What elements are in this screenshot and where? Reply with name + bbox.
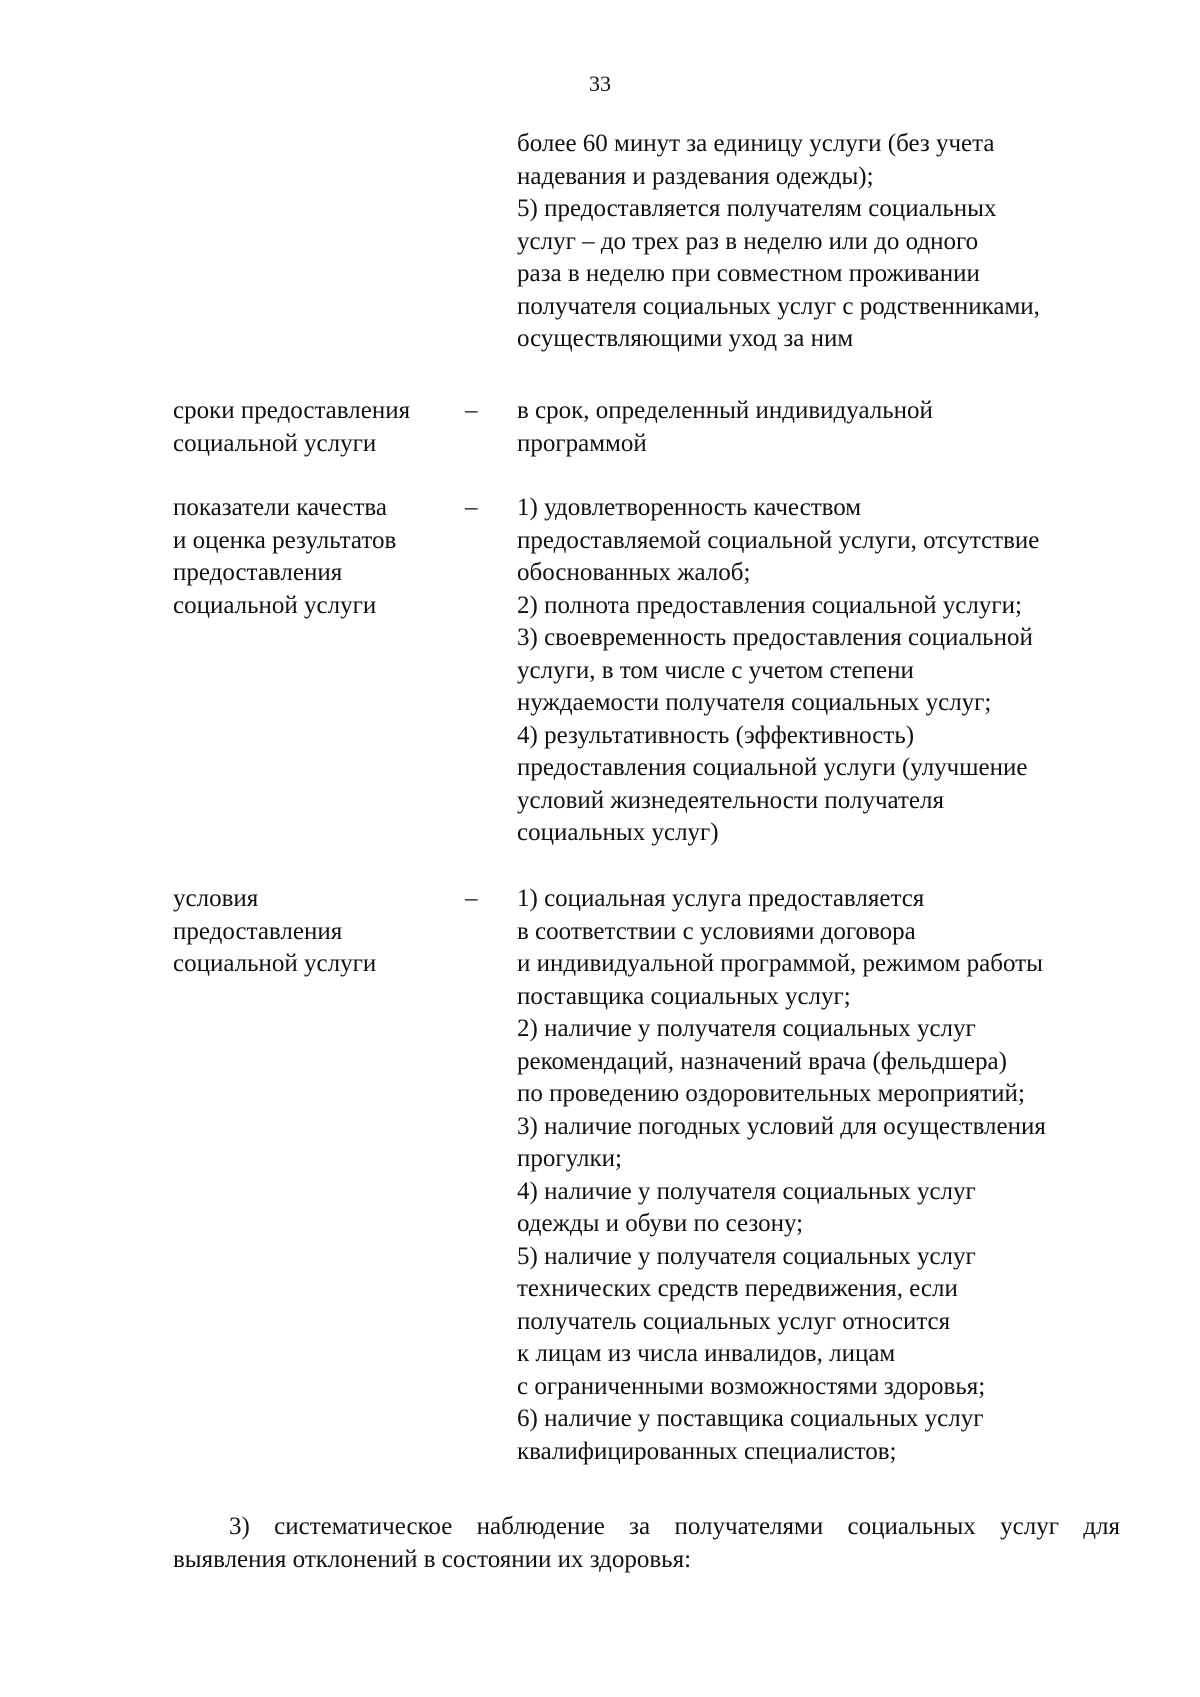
closing-paragraph bbox=[173, 1511, 1120, 1576]
desc-line: обоснованных жалоб; bbox=[517, 559, 751, 586]
desc-line: предоставляемой социальной услуги, отсутствие bbox=[517, 526, 1040, 554]
desc-line: 3) наличие погодных условий для осуществления bbox=[517, 1112, 1046, 1140]
term-deadlines bbox=[173, 395, 410, 460]
desc-line: и индивидуальной программой, режимом работы bbox=[517, 950, 1043, 977]
desc-line: в срок, определенный индивидуальной bbox=[517, 397, 933, 424]
text-line: услуг – до трех раз в неделю или до одного bbox=[517, 227, 979, 255]
term-line: социальной услуги bbox=[173, 429, 377, 457]
desc-line: нуждаемости получателя социальных услуг; bbox=[517, 689, 992, 716]
desc-line: программой bbox=[517, 429, 647, 457]
term-line: показатели качества bbox=[173, 494, 387, 521]
dash-separator: – bbox=[465, 397, 478, 424]
desc-line: в соответствии с условиями договора bbox=[517, 917, 916, 945]
term-line: условия bbox=[173, 885, 259, 912]
term-line: предоставления bbox=[173, 559, 343, 586]
dash-separator: – bbox=[465, 494, 478, 521]
desc-line: поставщика социальных услуг; bbox=[517, 982, 851, 1010]
text-line: получателя социальных услуг с родственниками, bbox=[517, 292, 1040, 320]
desc-line: к лицам из числа инвалидов, лицам bbox=[517, 1340, 896, 1367]
desc-line: квалифицированных специалистов; bbox=[517, 1437, 897, 1465]
desc-deadlines bbox=[517, 395, 933, 460]
term-line: социальной услуги bbox=[173, 591, 377, 619]
desc-line: условий жизнедеятельности получателя bbox=[517, 786, 944, 814]
desc-line: 3) своевременность предоставления социальной bbox=[517, 624, 1033, 651]
desc-line: 4) результативность (эффективность) bbox=[517, 721, 915, 749]
text-line: осуществляющими уход за ним bbox=[517, 325, 854, 352]
text-line: 5) предоставляется получателям социальных bbox=[517, 195, 997, 222]
desc-line: прогулки; bbox=[517, 1145, 622, 1172]
intro-continuation bbox=[517, 128, 1040, 356]
text-line: раза в неделю при совместном проживании bbox=[517, 260, 980, 287]
text-line: надевания и раздевания одежды); bbox=[517, 162, 874, 190]
desc-line: с ограниченными возможностями здоровья; bbox=[517, 1372, 986, 1400]
desc-line: технических средств передвижения, если bbox=[517, 1275, 958, 1302]
desc-conditions bbox=[517, 883, 1046, 1468]
desc-line: услуги, в том числе с учетом степени bbox=[517, 656, 914, 684]
desc-line: получатель социальных услуг относится bbox=[517, 1307, 951, 1335]
desc-line: 5) наличие у получателя социальных услуг bbox=[517, 1242, 976, 1270]
desc-line: предоставления социальной услуги (улучшение bbox=[517, 754, 1028, 781]
desc-line: социальных услуг) bbox=[517, 819, 719, 846]
desc-line: 2) полнота предоставления социальной услуги; bbox=[517, 591, 1022, 619]
dash-separator: – bbox=[465, 885, 478, 912]
desc-line: по проведению оздоровительных мероприятий; bbox=[517, 1080, 1025, 1107]
term-line: предоставления bbox=[173, 917, 343, 945]
desc-line: 6) наличие у поставщика социальных услуг bbox=[517, 1405, 984, 1432]
term-conditions bbox=[173, 883, 376, 981]
term-quality-indicators bbox=[173, 492, 396, 622]
term-line: сроки предоставления bbox=[173, 397, 411, 424]
desc-line: 1) социальная услуга предоставляется bbox=[517, 885, 925, 912]
page-number: 33 bbox=[589, 71, 611, 96]
desc-quality-indicators bbox=[517, 492, 1039, 850]
paragraph-line: выявления отклонений в состоянии их здоровья: bbox=[173, 1545, 692, 1573]
term-line: и оценка результатов bbox=[173, 526, 397, 554]
desc-line: 2) наличие у получателя социальных услуг bbox=[517, 1015, 976, 1042]
text-line: более 60 минут за единицу услуги (без учета bbox=[517, 130, 995, 157]
desc-line: одежды и обуви по сезону; bbox=[517, 1210, 804, 1237]
desc-line: рекомендаций, назначений врача (фельдшера) bbox=[517, 1047, 1007, 1075]
desc-line: 4) наличие у получателя социальных услуг bbox=[517, 1177, 976, 1205]
term-line: социальной услуги bbox=[173, 950, 377, 977]
paragraph-line: 3) систематическое наблюдение за получателями социальных услуг для bbox=[229, 1513, 1120, 1540]
desc-line: 1) удовлетворенность качеством bbox=[517, 494, 862, 521]
